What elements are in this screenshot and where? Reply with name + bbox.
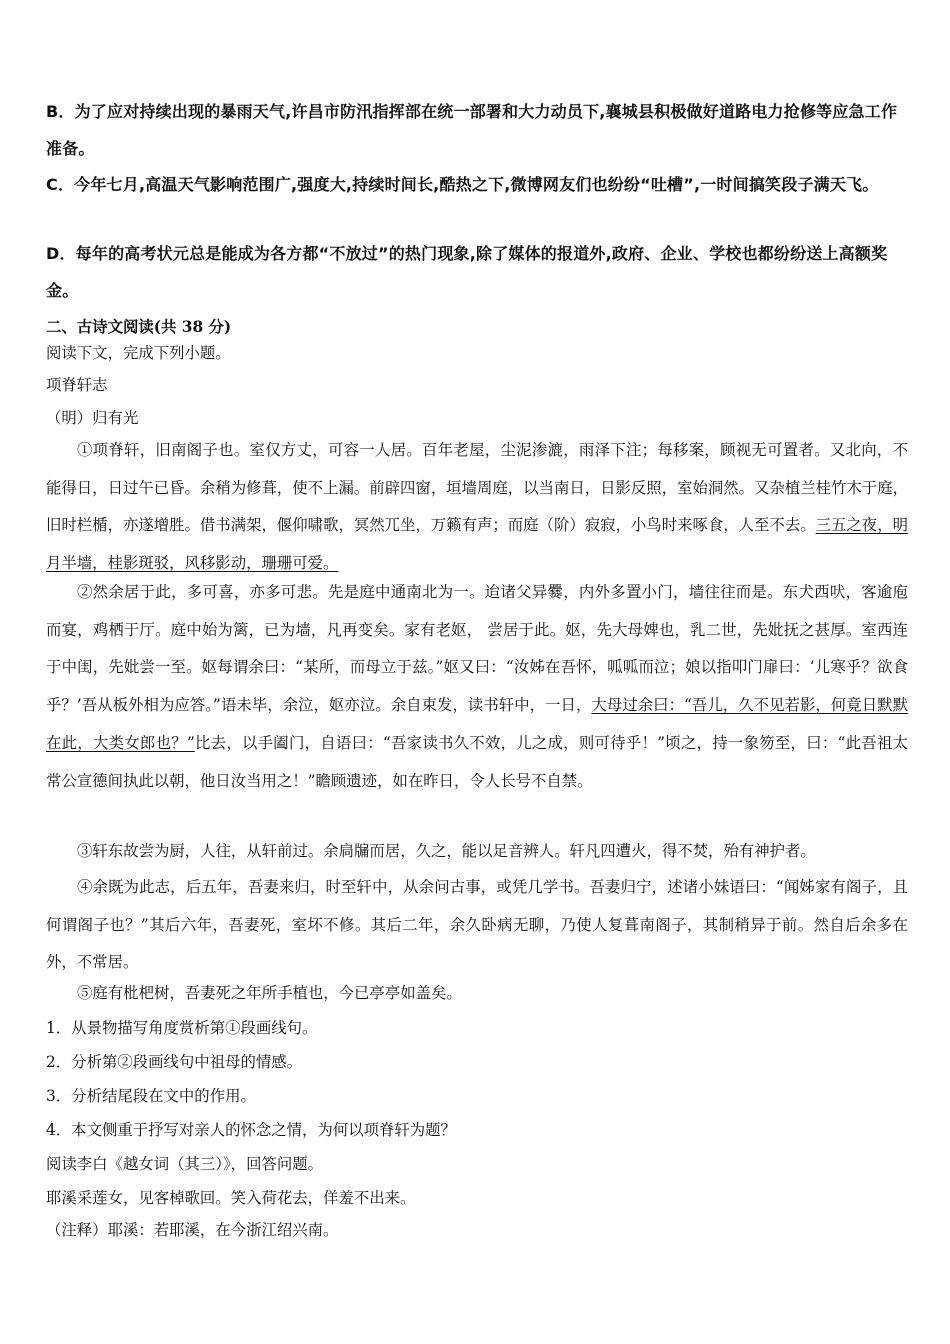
paragraph-5: ⑤庭有枇杷树，吾妻死之年所手植也，今已亭亭如盖矣。	[77, 984, 462, 1002]
paragraph-1-text: ①项脊轩，旧南阁子也。室仅方丈，可容一人居。百年老屋，尘泥渗漉，雨泽下注；每移案，顾视无可置者。又北向，不能得日，日过午已昏。余稍为修葺，使不上漏。前辟四窗，垣墙周庭，以当南日，日影反照，室始洞然。又杂植兰桂竹木于庭，旧时栏楯，亦遂增胜。借书满架，偃仰啸歌，冥然兀坐，万籁有声；而庭（阶）寂寂，小鸟时来啄食，人至不去。	[46, 441, 908, 535]
paragraph-2-underlined: 大母过余曰：“吾儿，久不见若影，何竟日默默在此，大类女郎也？”	[46, 696, 908, 752]
option-b: B．为了应对持续出现的暴雨天气,许昌市防汛指挥部在统一部署和大力动员下,襄城县积极做好道路电力抢修等应急工作准备。	[46, 102, 898, 158]
question-3: 3．分析结尾段在文中的作用。	[46, 1087, 256, 1105]
question-1: 1．从景物描写角度赏析第①段画线句。	[46, 1019, 318, 1037]
paragraph-2	[46, 574, 908, 800]
essay-title: 项脊轩志	[46, 376, 108, 394]
question-4: 4．本文侧重于抒写对亲人的怀念之情，为何以项脊轩为题？	[46, 1121, 456, 1139]
section-heading: 二、古诗文阅读(共 38 分)	[46, 318, 232, 336]
paragraph-3: ③轩东故尝为厨，人往，从轩前过。余扃牖而居，久之，能以足音辨人。轩凡四遭火，得不焚，殆有神护者。	[77, 842, 816, 860]
paragraph-1	[46, 432, 908, 583]
poem-text: 耶溪采莲女，见客棹歌回。笑入荷花去，佯羞不出来。	[46, 1189, 416, 1207]
paragraph-2-text: ②然余居于此，多可喜，亦多可悲。先是庭中通南北为一。迨诸父异爨，内外多置小门，墙往往而是。东犬西吠，客逾庖而宴，鸡栖于厅。庭中始为篱，已为墙，凡再变矣。家有老妪， 尝居于此。妪，先大母婢也，乳二世，先妣抚之甚厚。室西连于中闺，先妣尝一至。妪每谓余曰：“某所，而母立于兹。”妪又曰：“汝姊在吾怀，呱呱而泣；娘以指叩门扉曰：‘儿寒乎？欲食乎？’吾从板外相为应答。”语未毕，余泣，妪亦泣。余自束发，读书轩中，一日，	[46, 583, 908, 715]
question-2: 2．分析第②段画线句中祖母的情感。	[46, 1053, 303, 1071]
poem-instruction: 阅读李白《越女词（其三）》，回答问题。	[46, 1155, 324, 1173]
option-d: D．每年的高考状元总是能成为各方都“不放过”的热门现象,除了媒体的报道外,政府、企业、学校也都纷纷送上高额奖金。	[46, 244, 888, 300]
reading-instruction: 阅读下文，完成下列小题。	[46, 344, 231, 362]
option-c: C．今年七月,高温天气影响范围广,强度大,持续时间长,酷热之下,微博网友们也纷纷“吐槽”,一时间搞笑段子满天飞。	[46, 175, 879, 194]
essay-author: （明）归有光	[46, 409, 139, 427]
paragraph-2-text-end: 比去，以手阖门，自语曰：“吾家读书久不效，儿之成，则可待乎！”顷之，持一象笏至，曰：“此吾祖太常公宣德间执此以朝，他日汝当用之！”瞻顾遗迹，如在昨日，令人长号不自禁。	[46, 733, 908, 790]
paragraph-1-underlined: 三五之夜，明月半墙，桂影斑驳，风移影动，珊珊可爱。	[46, 516, 908, 573]
poem-note: （注释）耶溪：若耶溪，在今浙江绍兴南。	[46, 1221, 339, 1239]
paragraph-4: ④余既为此志，后五年，吾妻来归，时至轩中，从余问古事，或凭几学书。吾妻归宁，述诸小妹语曰：“闻姊家有阁子，且何谓阁子也？”其后六年，吾妻死，室坏不修。其后二年，余久卧病无聊，乃使人复葺南阁子，其制稍异于前。然自后余多在外，不常居。	[46, 878, 908, 972]
